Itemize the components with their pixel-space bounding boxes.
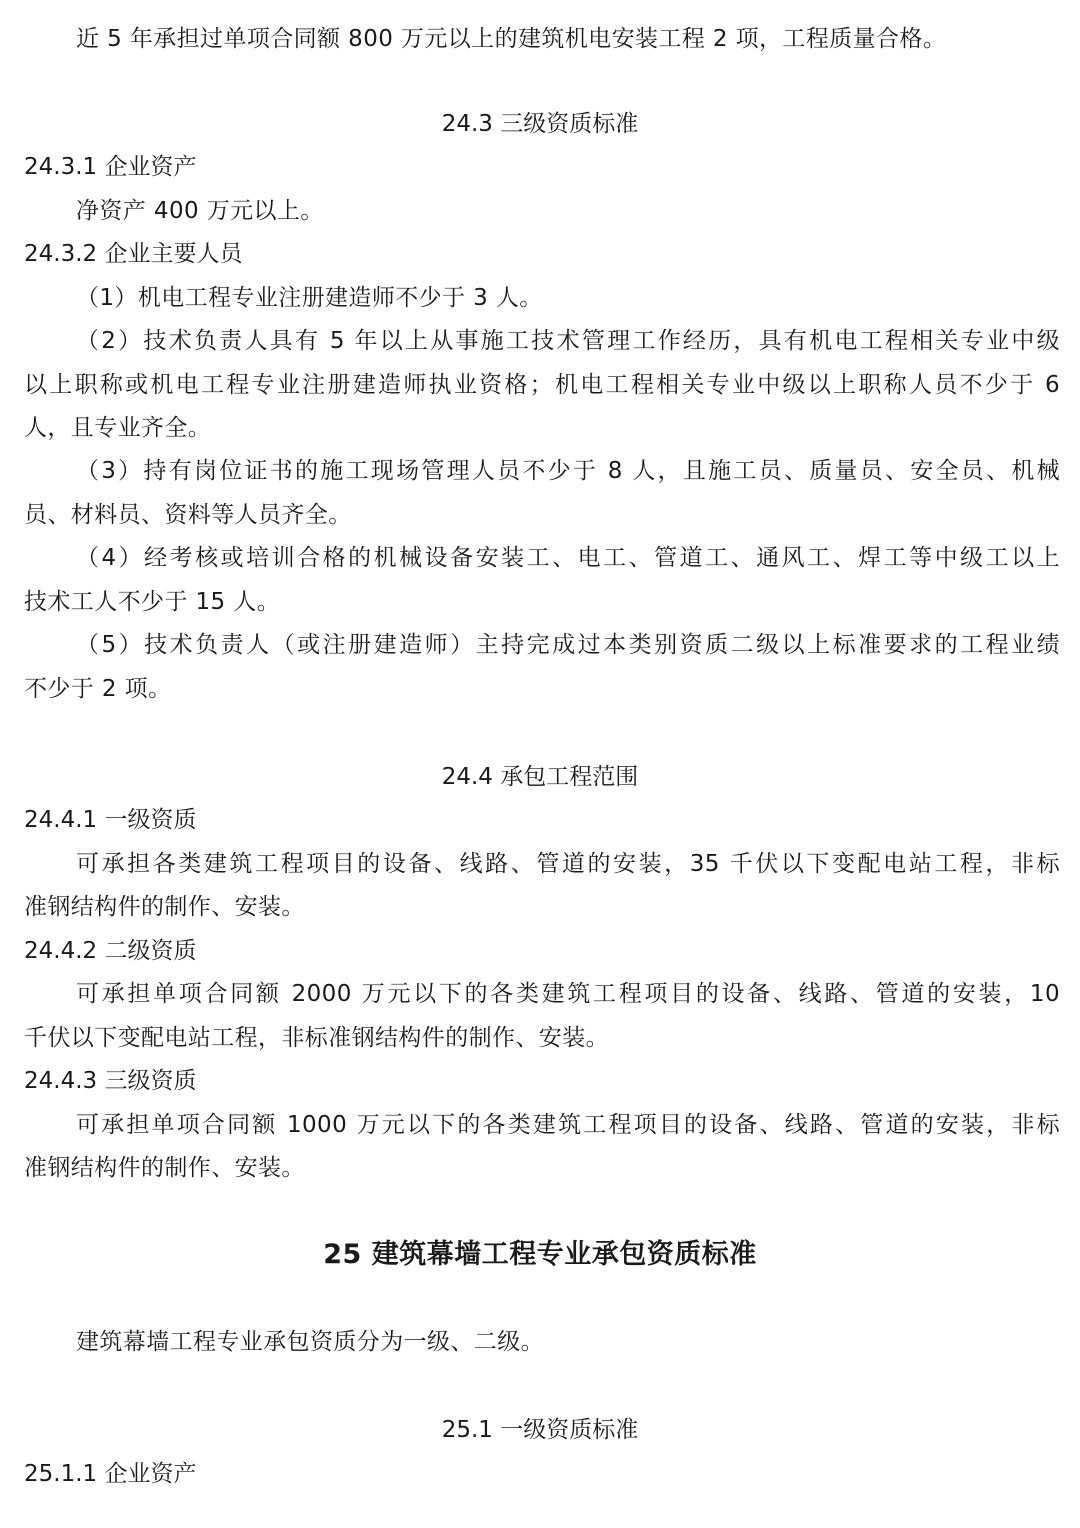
- list-item-line: （2）技术负责人具有 5 年以上从事施工技术管理工作经历，具有机电工程相关专业中级: [76, 328, 1060, 354]
- list-item-line: 以上职称或机电工程专业注册建造师执业资格；机电工程相关专业中级以上职称人员不少于 6: [24, 372, 1060, 398]
- list-item-line: 技术工人不少于 15 人。: [24, 589, 281, 615]
- subsection-heading-24-4-1: 24.4.1 一级资质: [24, 807, 197, 833]
- paragraph-line: 准钢结构件的制作、安装。: [24, 894, 305, 920]
- list-item-line: （1）机电工程专业注册建造师不少于 3 人。: [76, 285, 543, 311]
- paragraph-line: 净资产 400 万元以上。: [76, 198, 324, 224]
- list-item-line: （3）持有岗位证书的施工现场管理人员不少于 8 人，且施工员、质量员、安全员、机械: [76, 458, 1060, 484]
- paragraph-line: 千伏以下变配电站工程，非标准钢结构件的制作、安装。: [24, 1025, 609, 1051]
- paragraph-line: 建筑幕墙工程专业承包资质分为一级、二级。: [76, 1329, 544, 1355]
- list-item-line: （4）经考核或培训合格的机械设备安装工、电工、管道工、通风工、焊工等中级工以上: [76, 545, 1060, 571]
- paragraph-line: 准钢结构件的制作、安装。: [24, 1155, 305, 1181]
- subsection-heading-24-3-1: 24.3.1 企业资产: [24, 154, 197, 180]
- section-heading-25-1: 25.1 一级资质标准: [441, 1417, 639, 1443]
- list-item-line: 员、材料员、资料等人员齐全。: [24, 502, 352, 528]
- paragraph-line: 可承担单项合同额 1000 万元以下的各类建筑工程项目的设备、线路、管道的安装，非标: [76, 1112, 1060, 1138]
- paragraph-line: 可承担单项合同额 2000 万元以下的各类建筑工程项目的设备、线路、管道的安装，10: [76, 981, 1060, 1007]
- paragraph-line: 近 5 年承担过单项合同额 800 万元以上的建筑机电安装工程 2 项，工程质量合格。: [76, 26, 947, 52]
- section-heading-24-4: 24.4 承包工程范围: [441, 764, 639, 790]
- section-heading-24-3: 24.3 三级资质标准: [441, 111, 639, 137]
- paragraph-line: 可承担各类建筑工程项目的设备、线路、管道的安装，35 千伏以下变配电站工程，非标: [76, 851, 1060, 877]
- chapter-heading-25: 25 建筑幕墙工程专业承包资质标准: [323, 1239, 757, 1270]
- subsection-heading-24-4-2: 24.4.2 二级资质: [24, 938, 197, 964]
- subsection-heading-25-1-1: 25.1.1 企业资产: [24, 1461, 197, 1487]
- subsection-heading-24-3-2: 24.3.2 企业主要人员: [24, 241, 243, 267]
- list-item-line: （5）技术负责人（或注册建造师）主持完成过本类别资质二级以上标准要求的工程业绩: [76, 632, 1060, 658]
- subsection-heading-24-4-3: 24.4.3 三级资质: [24, 1068, 197, 1094]
- list-item-line: 不少于 2 项。: [24, 676, 172, 702]
- list-item-line: 人，且专业齐全。: [24, 415, 212, 441]
